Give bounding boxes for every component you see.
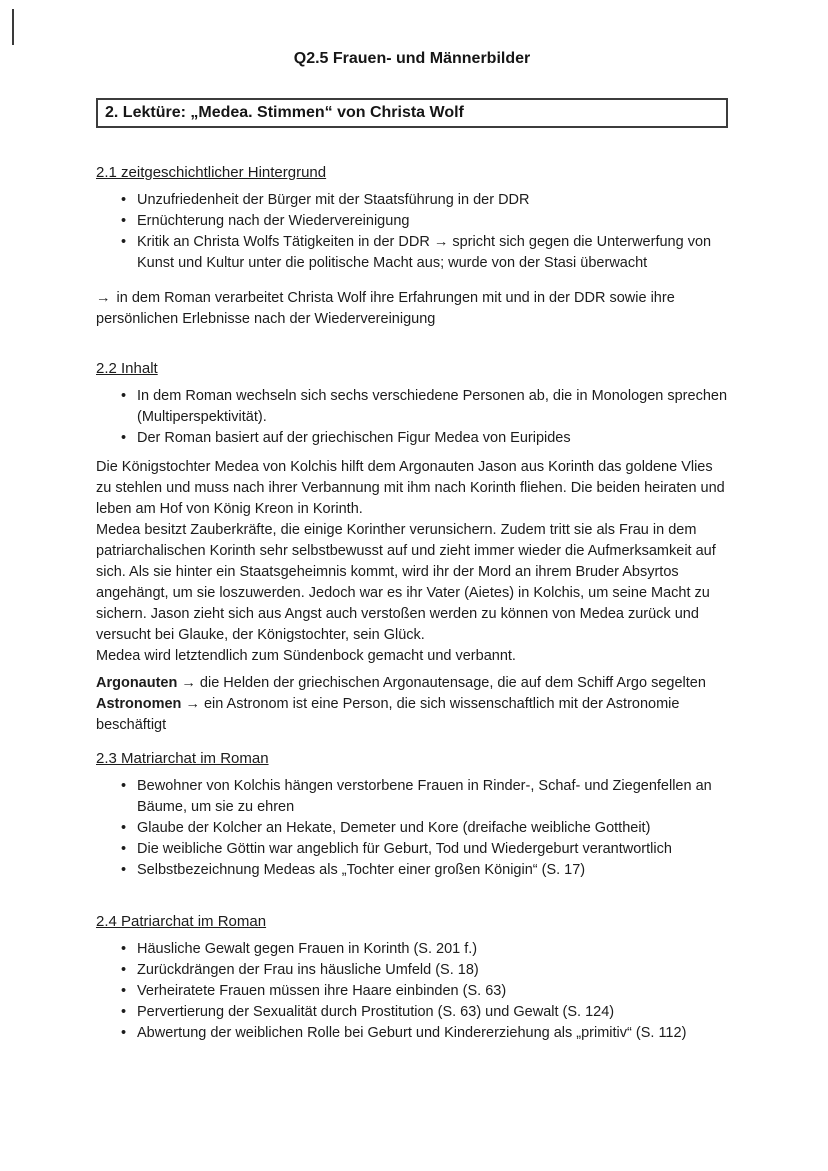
list-item <box>121 190 728 211</box>
bullet-text: Selbstbezeichnung Medeas als „Tochter einer großen Königin“ (S. 17) <box>137 862 586 878</box>
bullet-text: Kritik an Christa Wolfs Tätigkeiten in der DDR → spricht sich gegen die Unterwerfung von Kunst und Kultur unter die politische Macht aus; wurde von der Stasi überwacht <box>137 234 712 271</box>
lecture-heading: 2. Lektüre: „Medea. Stimmen“ von Christa Wolf <box>105 104 464 121</box>
list-item <box>121 860 728 881</box>
list-item <box>121 818 728 839</box>
list-item <box>121 939 728 960</box>
section-2-3-heading: 2.3 Matriarchat im Roman <box>96 750 269 767</box>
arrow-icon: → <box>181 675 196 691</box>
scan-artifact-line <box>12 9 14 45</box>
list-item <box>121 386 728 428</box>
bullet-text: In dem Roman wechseln sich sechs verschiedene Personen ab, die in Monologen sprechen (Multiperspektivität). <box>137 388 728 425</box>
section-2-4-bullet-list <box>96 939 728 1044</box>
glossary-term: Astronomen <box>96 696 182 712</box>
list-item <box>121 960 728 981</box>
glossary-definition: ein Astronom ist eine Person, die sich wissenschaftlich mit der Astronomie beschäftigt <box>96 696 680 733</box>
bullet-text: Pervertierung der Sexualität durch Prostitution (S. 63) und Gewalt (S. 124) <box>137 1004 615 1020</box>
list-item <box>121 776 728 818</box>
glossary-definition: die Helden der griechischen Argonautensage, die auf dem Schiff Argo segelten <box>199 675 706 691</box>
bullet-icon: • <box>121 778 127 794</box>
summary-paragraph: Medea wird letztendlich zum Sündenbock gemacht und verbannt. <box>96 648 516 664</box>
section-2-4-heading: 2.4 Patriarchat im Roman <box>96 913 267 930</box>
arrow-icon: → <box>185 696 200 712</box>
plot-summary <box>96 457 728 667</box>
glossary-entry <box>96 673 728 694</box>
list-item <box>121 1023 728 1044</box>
list-item <box>121 428 728 449</box>
bullet-text: Zurückdrängen der Frau ins häusliche Umfeld (S. 18) <box>137 962 479 978</box>
bullet-text: Verheiratete Frauen müssen ihre Haare einbinden (S. 63) <box>137 983 507 999</box>
glossary-term: Argonauten <box>96 675 178 691</box>
bullet-text: Glaube der Kolcher an Hekate, Demeter und Kore (dreifache weibliche Gottheit) <box>137 820 651 836</box>
conclusion-text: in dem Roman verarbeitet Christa Wolf ihre Erfahrungen mit und in der DDR sowie ihre persönlichen Erlebnisse nach der Wiedervereinigung <box>96 290 675 327</box>
section-2-1-heading: 2.1 zeitgeschichtlicher Hintergrund <box>96 164 327 181</box>
arrow-icon: → <box>96 290 111 306</box>
section-inhalt <box>96 360 728 736</box>
bullet-icon: • <box>121 962 127 978</box>
bullet-icon: • <box>121 213 127 229</box>
bullet-icon: • <box>121 192 127 208</box>
bullet-icon: • <box>121 1004 127 1020</box>
conclusion-note <box>96 288 728 330</box>
section-2-1-bullet-list <box>96 190 728 274</box>
lecture-heading-box <box>96 98 728 128</box>
bullet-text: Der Roman basiert auf der griechischen Figur Medea von Euripides <box>137 430 571 446</box>
section-patriarchat <box>96 913 728 1044</box>
bullet-icon: • <box>121 841 127 857</box>
list-item <box>121 981 728 1002</box>
list-item <box>121 839 728 860</box>
summary-paragraph: Medea besitzt Zauberkräfte, die einige Korinther verunsichern. Zudem tritt sie als Frau in dem patriarchalischen Korinth sehr selbstbewusst auf und zieht immer wieder die Aufmerksamkeit auf sich. Als sie hinter ein Staatsgeheimnis kommt, wird ihr der Mord an ihrem Bruder Absyrtos angehängt, um sie loszuwerden. Jedoch war es ihr Vater (Aietes) in Kolchis, um seine Macht zu sichern. Jason zieht sich aus Angst auch verstoßen werden zu können von Medea zurück und versucht bei Glauke, der Königstochter, sein Glück. <box>96 522 716 643</box>
bullet-icon: • <box>121 983 127 999</box>
bullet-text: Die weibliche Göttin war angeblich für Geburt, Tod und Wiedergeburt verantwortlich <box>137 841 672 857</box>
section-2-2-heading: 2.2 Inhalt <box>96 360 158 377</box>
bullet-icon: • <box>121 388 127 404</box>
bullet-icon: • <box>121 234 127 250</box>
section-2-3-bullet-list <box>96 776 728 881</box>
section-matriarchat <box>96 750 728 881</box>
bullet-text: Unzufriedenheit der Bürger mit der Staatsführung in der DDR <box>137 192 530 208</box>
bullet-icon: • <box>121 862 127 878</box>
list-item <box>121 232 728 274</box>
bullet-text: Bewohner von Kolchis hängen verstorbene Frauen in Rinder-, Schaf- und Ziegenfellen an Bäume, um sie zu ehren <box>137 778 712 815</box>
glossary <box>96 673 728 736</box>
section-zeitgeschichtlicher-hintergrund <box>96 164 728 330</box>
bullet-text: Häusliche Gewalt gegen Frauen in Korinth (S. 201 f.) <box>137 941 478 957</box>
bullet-icon: • <box>121 430 127 446</box>
bullet-icon: • <box>121 941 127 957</box>
glossary-entry <box>96 694 728 736</box>
page-title: Q2.5 Frauen- und Männerbilder <box>293 50 531 67</box>
bullet-text: Abwertung der weiblichen Rolle bei Geburt und Kindererziehung als „primitiv“ (S. 112) <box>137 1025 687 1041</box>
list-item <box>121 1002 728 1023</box>
bullet-icon: • <box>121 1025 127 1041</box>
list-item <box>121 211 728 232</box>
bullet-text: Ernüchterung nach der Wiedervereinigung <box>137 213 410 229</box>
bullet-icon: • <box>121 820 127 836</box>
section-2-2-bullet-list <box>96 386 728 449</box>
summary-paragraph: Die Königstochter Medea von Kolchis hilft dem Argonauten Jason aus Korinth das goldene Vlies zu stehlen und muss nach ihrer Verbannung mit ihm nach Korinth fliehen. Die beiden heiraten und leben am Hof von König Kreon in Korinth. <box>96 459 725 517</box>
